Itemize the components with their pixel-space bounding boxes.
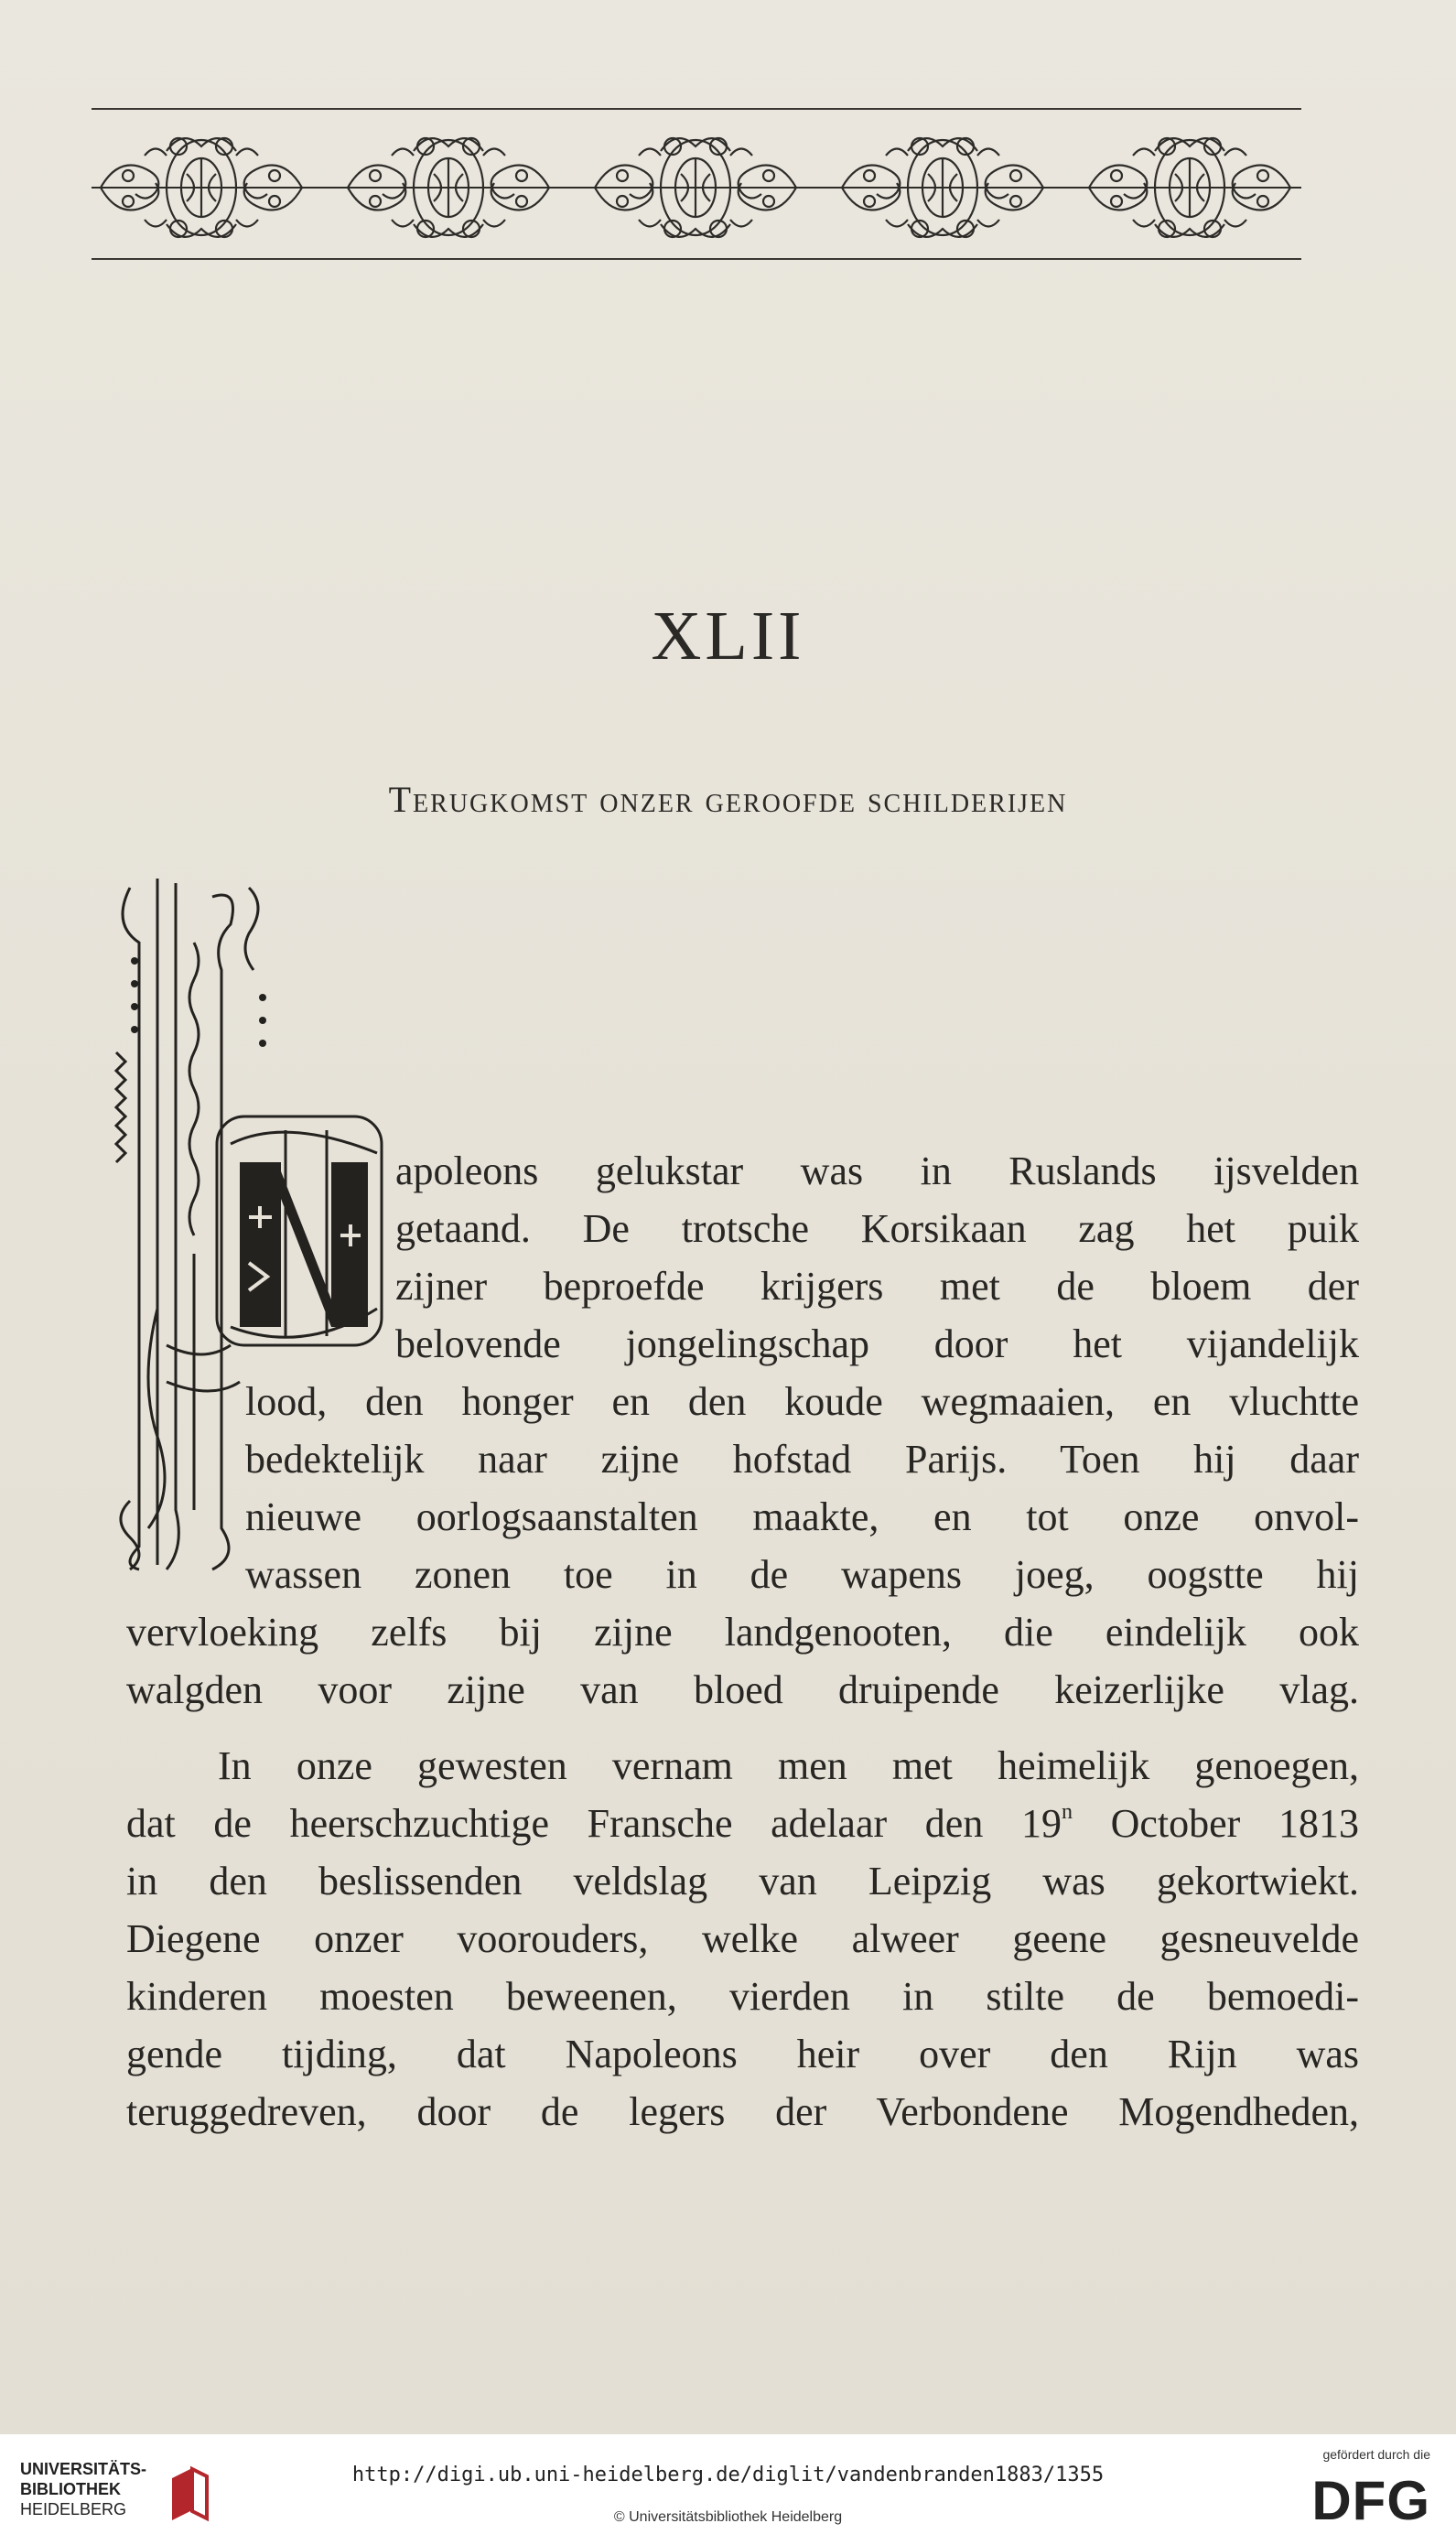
dfg-logo: DFG — [1311, 2470, 1430, 2531]
text-line-9: vervloeking zelfs bij zijne landgenooten, die eindelijk ook — [126, 1610, 1359, 1655]
text-line-12-part-a: dat de heerschzuchtige Fransche adelaar den 19 — [126, 1801, 1062, 1846]
text-line-15: kinderen moesten beweenen, vierden in stilte de bemoedi- — [126, 1974, 1359, 2019]
text-line-8: wassen zonen toe in de wapens joeg, oogstte hij — [245, 1552, 1359, 1597]
funder-badge[interactable] — [1275, 2447, 1430, 2539]
text-line-6: bedektelijk naar zijne hofstad Parijs. Toen hij daar — [245, 1437, 1359, 1482]
text-line-13: in den beslissenden veldslag van Leipzig was gekortwiekt. — [126, 1859, 1359, 1903]
superscript-n: n — [1061, 1800, 1073, 1824]
text-line-3: zijner beproefde krijgers met de bloem der — [395, 1264, 1359, 1309]
permalink-url[interactable]: http://digi.ub.uni-heidelberg.de/diglit/vandenbranden1883/1355 — [351, 2464, 1105, 2486]
chapter-number: XLII — [651, 598, 805, 674]
text-line-2: getaand. De trotsche Korsikaan zag het puik — [395, 1206, 1359, 1251]
text-line-12-part-b: October 1813 — [1072, 1801, 1359, 1846]
top-rule — [92, 108, 1301, 110]
text-line-1: apoleons gelukstar was in Ruslands ijsvelden — [395, 1148, 1359, 1193]
bottom-rule — [92, 258, 1301, 260]
library-name-line-3: HEIDELBERG — [20, 2500, 127, 2518]
ornamental-header-band — [92, 119, 1301, 256]
drop-cap-letter: N — [302, 1254, 303, 1255]
chapter-title: Terugkomst onzer geroofde schilderijen — [388, 779, 1068, 820]
text-line-5: lood, den honger en den koude wegmaaien, en vluchtte — [245, 1379, 1359, 1424]
text-line-10: walgden voor zijne van bloed druipende keizerlijke vlag. — [126, 1667, 1359, 1712]
text-line-12 — [126, 1796, 1359, 1851]
text-line-7: nieuwe oorlogsaanstalten maakte, en tot onze onvol- — [245, 1494, 1359, 1539]
digitization-footer — [0, 2434, 1456, 2545]
library-name-line-1: UNIVERSITÄTS- — [20, 2460, 147, 2478]
text-line-11: In onze gewesten vernam men met heimelijk genoegen, — [218, 1743, 1359, 1788]
text-line-4: belovende jongelingschap door het vijandelijk — [395, 1321, 1359, 1366]
library-name-line-2: BIBLIOTHEK — [20, 2480, 121, 2498]
copyright-notice: © Universitätsbibliothek Heidelberg — [613, 2509, 843, 2525]
text-line-16: gende tijding, dat Napoleons heir over den Rijn was — [126, 2032, 1359, 2076]
funder-caption: gefördert durch die — [1322, 2447, 1430, 2462]
text-line-17: teruggedreven, door de legers der Verbondene Mogendheden, — [126, 2089, 1359, 2134]
text-line-14: Diegene onzer voorouders, welke alweer geene gesneuvelde — [126, 1916, 1359, 1961]
